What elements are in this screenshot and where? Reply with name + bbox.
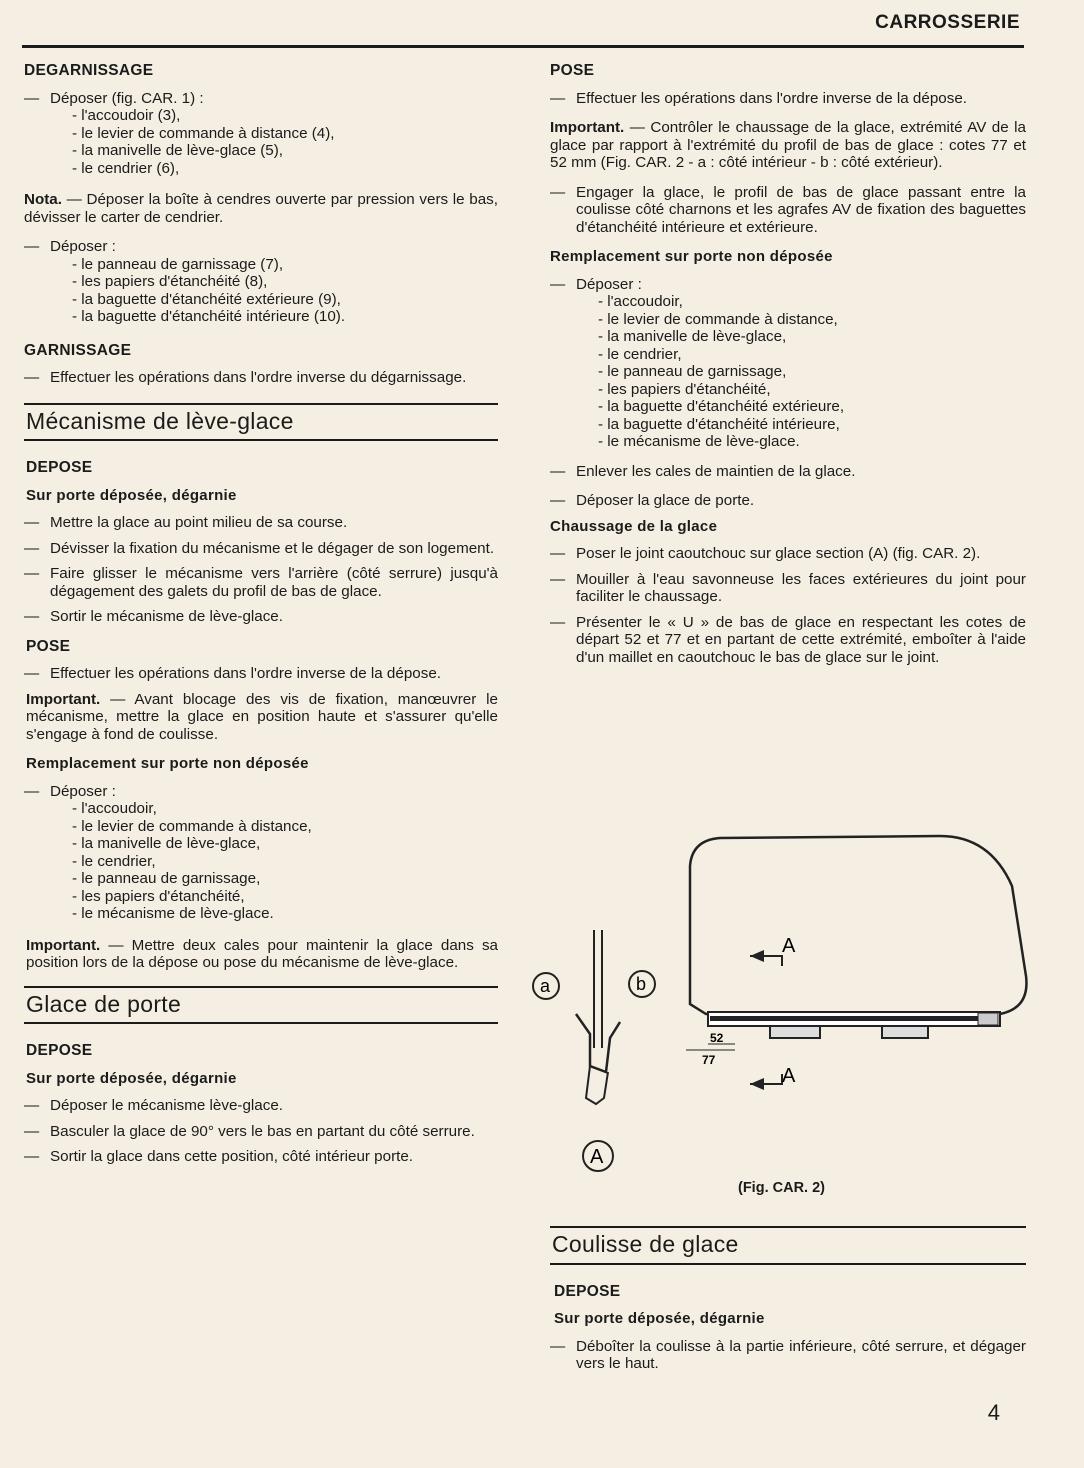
mecanisme-important	[26, 691, 498, 744]
pose-text: — Effectuer les opérations dans l'ordre inverse de la dépose.	[550, 90, 1026, 108]
list-item: - le panneau de garnissage (7),	[72, 255, 284, 273]
label-A: A	[590, 1146, 604, 1168]
list-item: - la manivelle de lève-glace,	[72, 835, 261, 852]
garnissage-text: — Effectuer les opérations dans l'ordre inverse du dégarnissage.	[24, 369, 498, 387]
list-item: - le panneau de garnissage,	[598, 363, 787, 380]
chaussage-step: — Mouiller à l'eau savonneuse les faces extérieures du joint pour faciliter le chaussage.	[550, 571, 1026, 606]
list-item: - le cendrier,	[598, 345, 682, 363]
page-number: 4	[987, 1400, 1000, 1425]
list-item: - les papiers d'étanchéité,	[598, 380, 771, 398]
door-glass-outline	[690, 836, 1026, 1014]
section-title-glace: Glace de porte	[24, 986, 498, 1025]
list-item: - le cendrier (6),	[72, 159, 180, 177]
chaussage-heading: Chaussage de la glace	[550, 517, 718, 535]
mecanisme-sub-heading: Sur porte déposée, dégarnie	[26, 486, 237, 504]
pose-heading: POSE	[550, 62, 595, 79]
support-block	[882, 1026, 928, 1038]
glace-step: — Basculer la glace de 90° vers le bas en partant du côté serrure.	[24, 1123, 498, 1141]
degarnissage-heading: DEGARNISSAGE	[24, 62, 154, 79]
glace-step: — Déposer le mécanisme lève-glace.	[24, 1097, 498, 1115]
chaussage-step: — Poser le joint caoutchouc sur glace section (A) (fig. CAR. 2).	[550, 545, 1026, 563]
deposer-glace-step: — Déposer la glace de porte.	[550, 492, 1026, 510]
coulisse-step: — Déboîter la coulisse à la partie inférieure, côté serrure, et dégager vers le haut.	[550, 1338, 1026, 1373]
list-item: - le levier de commande à distance (4),	[72, 124, 335, 142]
right-column	[550, 62, 1026, 674]
important-lead: Important.	[26, 936, 101, 954]
list-item: - le levier de commande à distance,	[598, 310, 838, 328]
degarnissage-intro-2	[24, 238, 498, 326]
glass-bottom-end	[978, 1013, 998, 1025]
glass-bottom-seal	[710, 1016, 978, 1021]
important-lead: Important.	[26, 690, 101, 708]
glace-sub-heading: Sur porte déposée, dégarnie	[26, 1069, 237, 1087]
seal-section	[576, 1014, 620, 1072]
list-item: - la manivelle de lève-glace (5),	[72, 142, 284, 159]
important-lead: Important.	[550, 119, 625, 136]
list-item: - les papiers d'étanchéité (8),	[72, 273, 268, 290]
arrow-head	[750, 1078, 764, 1090]
figure-caption: (Fig. CAR. 2)	[738, 1180, 825, 1196]
list-item: - les papiers d'étanchéité,	[72, 887, 245, 905]
right-intro-text: Déposer :	[576, 275, 642, 293]
section-title-coulisse: Coulisse de glace	[550, 1226, 1026, 1265]
list-item: - la baguette d'étanchéité extérieure (9),	[72, 290, 341, 308]
list-item: - la baguette d'étanchéité intérieure (10).	[72, 308, 346, 325]
coulisse-sub-heading: Sur porte déposée, dégarnie	[554, 1310, 765, 1327]
coulisse-section	[550, 1226, 1026, 1381]
intro3-text: Déposer :	[50, 782, 116, 800]
mecanisme-pose-heading: POSE	[26, 637, 71, 655]
important-text: — Mettre deux cales pour maintenir la glace dans sa position lors de la dépose ou pose du mécanisme de lève-glace.	[26, 936, 498, 971]
section-label-A-bottom: A	[782, 1065, 796, 1087]
list-item: - la baguette d'étanchéité intérieure,	[598, 415, 840, 433]
list-item: - l'accoudoir,	[72, 800, 157, 817]
important-text: — Contrôler le chaussage de la glace, extrémité AV de la glace par rapport à l'extrémité du profil de bas de glace : cotes 77 et 52 mm (Fig. CAR. 2 - a : côté intérieur - b : côté extérieur).	[550, 119, 1026, 171]
nota-paragraph	[24, 191, 498, 226]
degarnissage-list	[50, 107, 498, 177]
header-title: CARROSSERIE	[875, 12, 1020, 33]
support-block	[770, 1026, 820, 1038]
mecanisme-step: — Faire glisser le mécanisme vers l'arrière (côté serrure) jusqu'à dégagement des galets du profil de bas de glace.	[24, 565, 498, 600]
list-item: - le mécanisme de lève-glace.	[598, 433, 800, 450]
dimension-52: 52	[710, 1031, 724, 1045]
dimension-77: 77	[702, 1053, 716, 1067]
list-item: - l'accoudoir (3),	[72, 107, 181, 124]
remplacement-heading: Remplacement sur porte non déposée	[26, 755, 309, 772]
list-item: - le panneau de garnissage,	[72, 870, 261, 887]
arrow-head	[750, 950, 764, 962]
header-rule	[22, 45, 1024, 48]
mecanisme-pose-text: — Effectuer les opérations dans l'ordre inverse de la dépose.	[24, 665, 498, 683]
glace-step: — Sortir la glace dans cette position, côté intérieur porte.	[24, 1148, 498, 1166]
nota-lead: Nota.	[24, 191, 62, 208]
label-a: a	[540, 976, 551, 996]
list-item: - le cendrier,	[72, 852, 156, 870]
label-b: b	[636, 974, 647, 994]
nota-text: — Déposer la boîte à cendres ouverte par pression vers le bas, dévisser le carter de cendrier.	[24, 191, 498, 226]
coulisse-depose-heading: DEPOSE	[554, 1282, 621, 1300]
chaussage-step: — Présenter le « U » de bas de glace en respectant les cotes de départ 52 et 77 et en partant de cette extrémité, emboîter à l'aide d'un maillet en caoutchouc le bas de glace sur le joint.	[550, 614, 1026, 667]
list-item: - le levier de commande à distance,	[72, 817, 312, 835]
right-important	[550, 119, 1026, 172]
figure-car-2	[520, 826, 1040, 1206]
remplacement-heading-right: Remplacement sur porte non déposée	[550, 248, 833, 265]
right-list	[576, 293, 1026, 451]
degarnissage-list-2	[50, 256, 498, 326]
list-item: - l'accoudoir,	[598, 293, 683, 310]
mecanisme-important-2	[26, 937, 498, 972]
degarnissage-intro2-text: Déposer :	[50, 238, 116, 255]
list-item: - la baguette d'étanchéité extérieure,	[598, 398, 845, 415]
degarnissage-intro	[24, 90, 498, 178]
mecanisme-step: — Dévisser la fixation du mécanisme et le dégager de son logement.	[24, 540, 498, 558]
mecanisme-step: — Mettre la glace au point milieu de sa course.	[24, 514, 498, 532]
list-item: - la manivelle de lève-glace,	[598, 328, 787, 345]
garnissage-heading: GARNISSAGE	[24, 341, 132, 359]
list-item: - le mécanisme de lève-glace.	[72, 905, 274, 922]
degarnissage-intro-text: Déposer (fig. CAR. 1) :	[50, 89, 204, 107]
important-text: — Avant blocage des vis de fixation, manœuvrer le mécanisme, mettre la glace en position haute et s'assurer qu'elle s'engage à fond de coulisse.	[26, 690, 498, 743]
mecanisme-list-3	[50, 800, 498, 923]
mecanisme-depose-heading: DEPOSE	[26, 459, 93, 476]
mecanisme-intro-3	[24, 783, 498, 923]
engage-step: — Engager la glace, le profil de bas de glace passant entre la coulisse côté charnons et les agrafes AV de fixation des baguettes d'étanchéité intérieure et extérieure.	[550, 184, 1026, 237]
glace-depose-heading: DEPOSE	[26, 1042, 93, 1059]
section-label-A-top: A	[782, 935, 796, 957]
section-title-mecanisme: Mécanisme de lève-glace	[24, 403, 498, 442]
left-column	[24, 62, 498, 1174]
enlever-step: — Enlever les cales de maintien de la glace.	[550, 463, 1026, 481]
mecanisme-step: — Sortir le mécanisme de lève-glace.	[24, 608, 498, 626]
right-intro	[550, 276, 1026, 451]
